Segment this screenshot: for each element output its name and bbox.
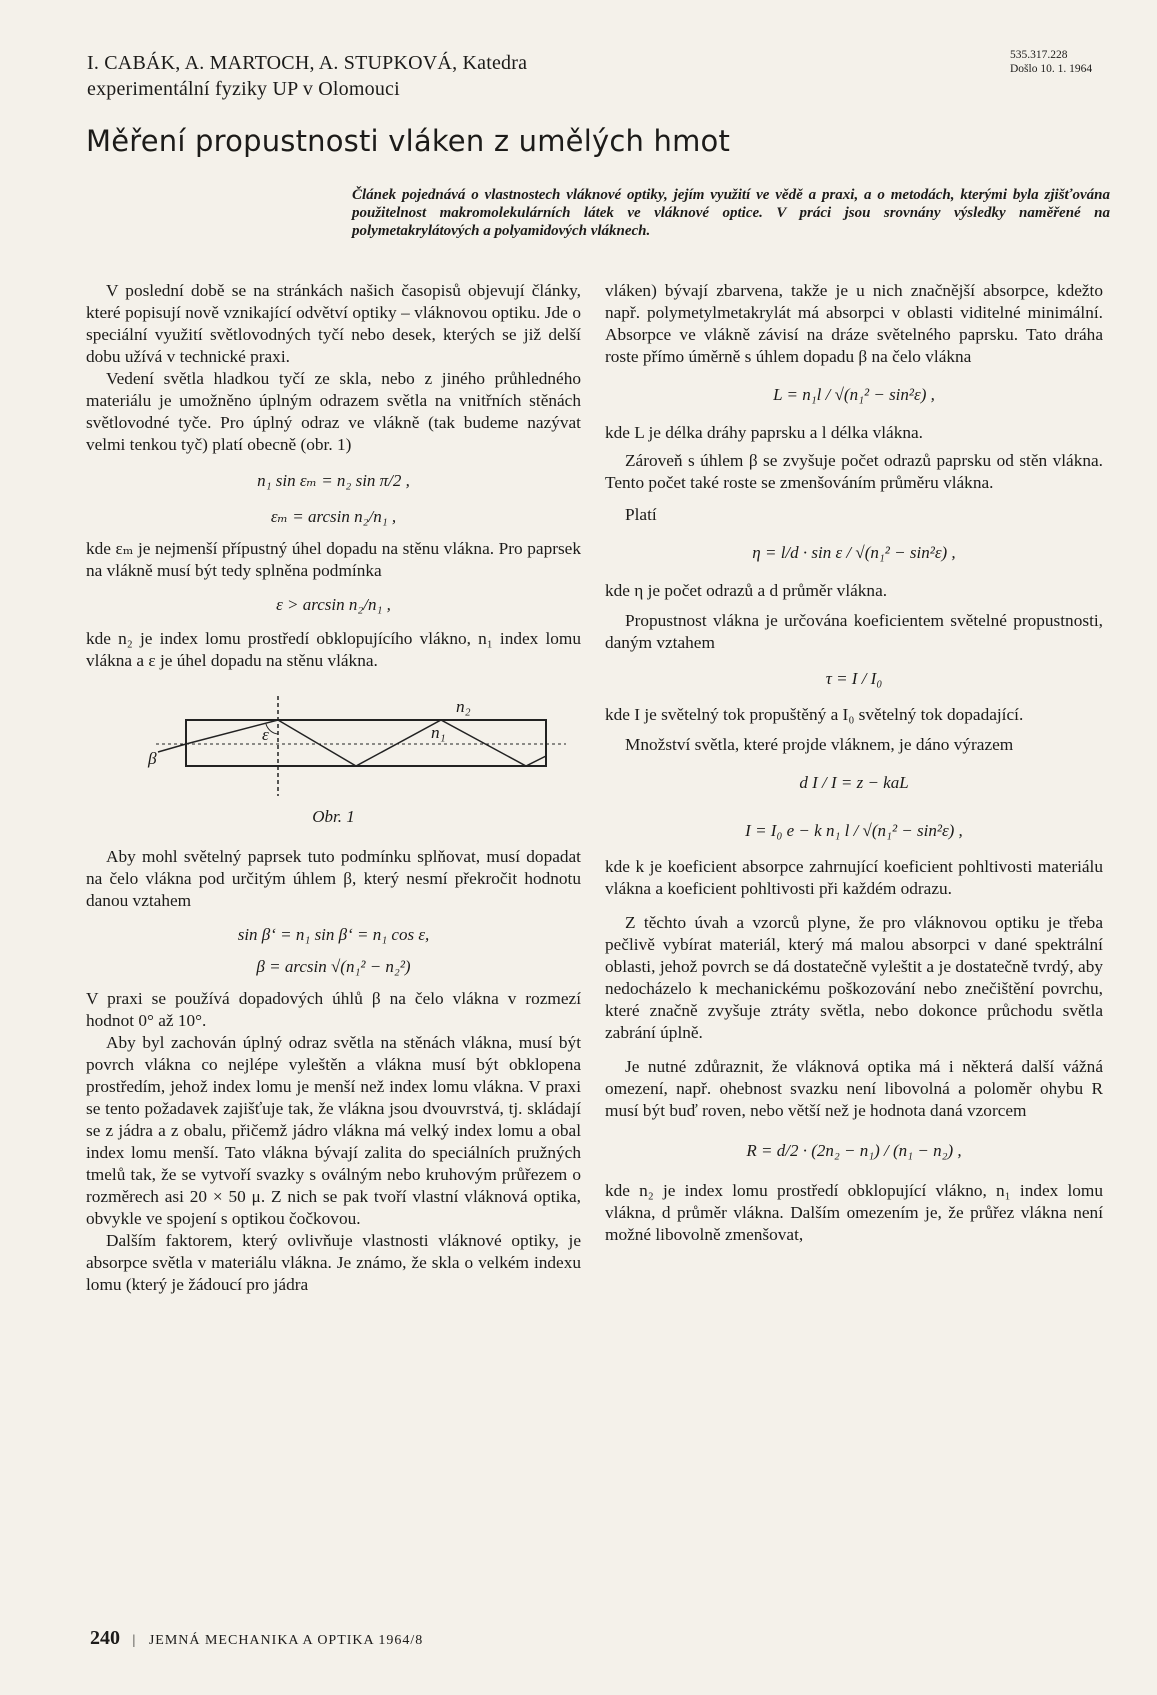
label-beta: β: [148, 749, 157, 768]
paragraph: kde εₘ je nejmenší přípustný úhel dopadu na stěnu vlákna. Pro paprsek na vlákně musí být tedy splněna podmínka: [86, 539, 581, 580]
paragraph: vláken) bývají zbarvena, takže je u nich značnější absorpce, kdežto např. polymetylmetakrylát má absorpci v oblasti viditelné minimální. Absorpce ve vlákně závisí na dráze světelného paprsku. Tato dráha roste přímo úměrně s úhlem dopadu β na čelo vlákna: [605, 281, 1103, 366]
paragraph: Aby mohl světelný paprsek tuto podmínku splňovat, musí dopadat na čelo vlákna pod určitým úhlem β, který nesmí překročit hodnotu danou vztahem: [86, 847, 581, 910]
formula-path-length: L = n₁l / √(n₁² − sin²ε) ,: [773, 385, 935, 404]
paragraph: kde n₂ je index lomu prostředí obklopujícího vlákno, n₁ index lomu vlákna a ε je úhel dopadu na stěnu vlákna.: [86, 629, 581, 670]
fiber-body: [186, 720, 546, 766]
fiber-diagram: [86, 686, 581, 806]
paragraph: Dalším faktorem, který ovlivňuje vlastnosti vláknové optiky, je absorpce světla v materiálu vlákna. Je známo, že skla o velkém indexu lomu (který je žádoucí pro jádra: [86, 1231, 581, 1294]
paragraph: Aby byl zachován úplný odraz světla na stěnách vlákna, musí být povrch vlákna co nejlépe vyleštěn a vlákna musí být obklopena prostředím, jehož index lomu je menší než index lomu vlákna. V praxi se tento požadavek zajišťuje tak, že vlákna jsou dvouvrstvá, tj. skládají se z jádra a z obalu, přičemž jádro vlákna má velký index lomu a obal index lomu menší. Tato vlákna bývají zalita do speciálních pružných tmelů tak, že se vytvoří svazky s oválným nebo kruhovým průřezem o rozměrech asi 20 × 50 μ. Z nich se pak tvoří vlastní vláknová optika, obvykle ve spojení s optikou čočkovou.: [86, 1033, 581, 1228]
formula-bend-radius: R = d/2 · (2n₂ − n₁) / (n₁ − n₂) ,: [746, 1141, 962, 1160]
paragraph: Je nutné zdůraznit, že vláknová optika má i některá další vážná omezení, např. ohebnost svazku není libovolná a poloměr ohybu R musí být buď roven, nebo větší než je hodnota daná vzorcem: [605, 1057, 1103, 1120]
left-column: [86, 280, 581, 1296]
footer-divider: |: [132, 1633, 137, 1648]
paragraph: kde k je koeficient absorpce zahrnující koeficient pohltivosti materiálu vlákna a koeficient pohltivosti při každém odrazu.: [605, 857, 1103, 898]
paragraph: kde I je světelný tok propuštěný a I₀ světelný tok dopadající.: [605, 705, 1024, 724]
formula-transmittance: τ = I / I₀: [825, 669, 883, 688]
paragraph: V praxi se používá dopadových úhlů β na čelo vlákna v rozmezí hodnot 0° až 10°.: [86, 989, 581, 1030]
formula-reflection-count: η = l/d · sin ε / √(n₁² − sin²ε) ,: [752, 543, 956, 562]
paragraph: Vedení světla hladkou tyčí ze skla, nebo z jiného průhledného materiálu je umožněno úplným odrazem světla na vnitřních stěnách světlovodné tyče. Pro úplný odraz ve vlákně (tak budeme nazývat velmi tenkou tyč) platí obecně (obr. 1): [86, 369, 581, 454]
journal-name: JEMNÁ MECHANIKA A OPTIKA 1964/8: [148, 1633, 424, 1648]
page-footer: [90, 1627, 423, 1650]
figure-caption: Obr. 1: [312, 807, 355, 826]
formula-intensity: I = I₀ e − k n₁ l / √(n₁² − sin²ε) ,: [745, 821, 963, 840]
formula-beta-arcsin: β = arcsin √(n₁² − n₂²): [256, 957, 411, 976]
label-epsilon: ε: [262, 725, 269, 744]
formula-condition: ε > arcsin n₂/n₁ ,: [276, 595, 391, 614]
paragraph: Z těchto úvah a vzorců plyne, že pro vláknovou optiku je třeba pečlivě vybírat materiál, který má malou absorpci v dané spektrální oblasti, jehož povrch se dá dostatečně vyleštit a je dostatečně tvrdý, aby nedocházelo k mechanickému poškozování nebo znečištění povrchu, které značně zvyšuje ztráty světla, nebo dokonce průchodu světla zabrání úplně.: [605, 913, 1103, 1042]
article-meta: [1010, 48, 1120, 76]
abstract: Článek pojednává o vlastnostech vláknové optiky, jejím využití ve vědě a praxi, a o metodách, kterými byla zjišťována použitelnost makromolekulárních látek ve vláknové optice. V práci jsou srovnány výsledky naměřené na polymetakrylátových a polyamidových vláknech.: [352, 187, 1110, 239]
paragraph: Zároveň s úhlem β se zvyšuje počet odrazů paprsku od stěn vlákna. Tento počet také roste se zmenšováním průměru vlákna.: [605, 451, 1103, 492]
article-title: Měření propustnosti vláken z umělých hmot: [86, 124, 731, 158]
paragraph: kde L je délka dráhy paprsku a l délka vlákna.: [605, 423, 923, 442]
figure-1: [86, 686, 581, 806]
formula-beta-sin: sin β‘ = n₁ sin β‘ = n₁ cos ε,: [237, 925, 430, 944]
paragraph: Platí: [625, 505, 657, 524]
authors-line: I. CABÁK, A. MARTOCH, A. STUPKOVÁ, Katedra: [87, 52, 528, 74]
paragraph: kde η je počet odrazů a d průměr vlákna.: [605, 581, 888, 600]
udc-number: 535.317.228: [1010, 49, 1068, 61]
paragraph: Propustnost vlákna je určována koeficientem světelné propustnosti, daným vztahem: [605, 611, 1103, 652]
label-n2: n₂: [456, 697, 471, 716]
formula-critical-angle: εₘ = arcsin n₂/n₁ ,: [270, 507, 397, 526]
page-number: 240: [90, 1627, 120, 1649]
paragraph: kde n₂ je index lomu prostředí obklopující vlákno, n₁ index lomu vlákna, d průměr vlákna. Dalším omezením je, že průřez vlákna není možné libovolně zmenšovat,: [605, 1181, 1103, 1244]
authors-block: [87, 50, 527, 102]
formula-total-reflection: n₁ sin εₘ = n₂ sin π/2 ,: [257, 471, 410, 490]
light-ray: [158, 720, 546, 766]
paragraph: V poslední době se na stránkách našich časopisů objevují články, které popisují nově vznikající odvětví optiky – vláknovou optiku. Jde o speciální využití světlovodných tyčí nebo desek, kterých se již delší dobu užívá v technické praxi.: [86, 281, 581, 366]
right-column: [605, 280, 1103, 1246]
paragraph: Množství světla, které projde vláknem, je dáno výrazem: [625, 735, 1014, 754]
label-n1: n₁: [431, 723, 446, 742]
affiliation-line: experimentální fyziky UP v Olomouci: [87, 78, 400, 100]
formula-differential: d I / I = z − kaL: [799, 773, 909, 792]
received-date: Došlo 10. 1. 1964: [1010, 63, 1093, 75]
